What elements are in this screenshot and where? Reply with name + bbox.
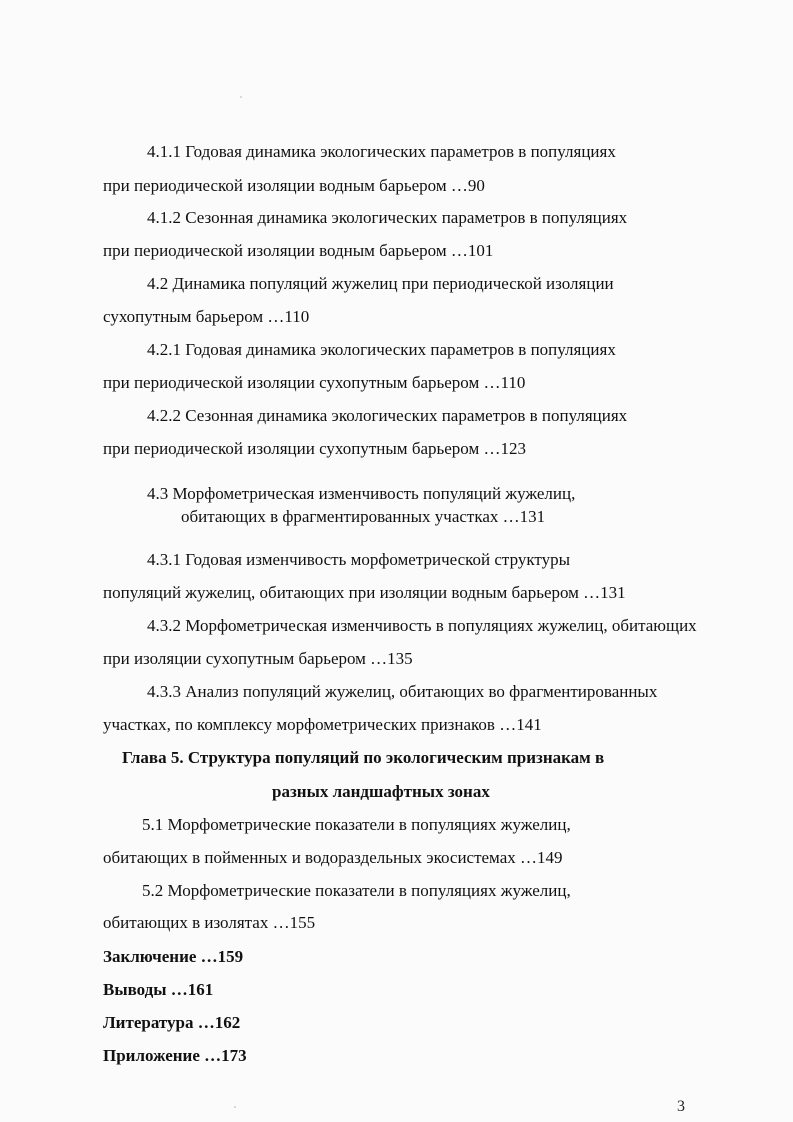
toc-line-4-3-page: обитающих в фрагментированных участках …131 (181, 507, 546, 526)
toc-line-4-3-3-title: 4.3.3 Анализ популяций жужелиц, обитающих во фрагментированных (147, 682, 658, 701)
scan-speck (234, 1106, 236, 1108)
toc-line-5-2-page: обитающих в изолятах …155 (103, 913, 316, 932)
toc-line-4-1-2-title: 4.1.2 Сезонная динамика экологических параметров в популяциях (147, 208, 628, 227)
toc-line-4-1-2-page: при периодической изоляции водным барьером …101 (103, 241, 494, 260)
toc-line-4-3-2-page: при изоляции сухопутным барьером …135 (103, 649, 413, 668)
toc-line-5-2-title: 5.2 Морфометрические показатели в популяциях жужелиц, (142, 881, 571, 900)
toc-line-4-2-1-page: при периодической изоляции сухопутным барьером …110 (103, 373, 526, 392)
toc-line-4-2-2-title: 4.2.2 Сезонная динамика экологических параметров в популяциях (147, 406, 628, 425)
toc-line-4-3-1-page: популяций жужелиц, обитающих при изоляции водным барьером …131 (103, 583, 626, 602)
toc-line-4-1-1-title: 4.1.1 Годовая динамика экологических параметров в популяциях (147, 142, 616, 161)
page-number: 3 (677, 1098, 685, 1115)
toc-line-5-1-page: обитающих в пойменных и водораздельных экосистемах …149 (103, 848, 563, 867)
toc-line-4-3-title: 4.3 Морфометрическая изменчивость популяций жужелиц, (147, 484, 576, 503)
toc-literature: Литература …162 (103, 1013, 241, 1032)
toc-line-4-3-3-page: участках, по комплексу морфометрических признаков …141 (103, 715, 542, 734)
toc-appendix: Приложение …173 (103, 1046, 247, 1065)
toc-findings: Выводы …161 (103, 980, 214, 999)
chapter-5-heading-line-2: разных ландшафтных зонах (272, 782, 490, 801)
toc-line-4-3-1-title: 4.3.1 Годовая изменчивость морфометрической структуры (147, 550, 571, 569)
toc-line-4-2-2-page: при периодической изоляции сухопутным барьером …123 (103, 439, 526, 458)
chapter-5-heading-line-1: Глава 5. Структура популяций по экологическим признакам в (122, 748, 605, 767)
toc-conclusion: Заключение …159 (103, 947, 244, 966)
scan-speck (240, 96, 242, 98)
toc-line-4-2-page: сухопутным барьером …110 (103, 307, 310, 326)
toc-line-4-3-2-title: 4.3.2 Морфометрическая изменчивость в популяциях жужелиц, обитающих (147, 616, 697, 635)
toc-line-4-2-title: 4.2 Динамика популяций жужелиц при периодической изоляции (147, 274, 614, 293)
toc-line-5-1-title: 5.1 Морфометрические показатели в популяциях жужелиц, (142, 815, 571, 834)
toc-line-4-1-1-page: при периодической изоляции водным барьером …90 (103, 176, 485, 195)
toc-line-4-2-1-title: 4.2.1 Годовая динамика экологических параметров в популяциях (147, 340, 616, 359)
